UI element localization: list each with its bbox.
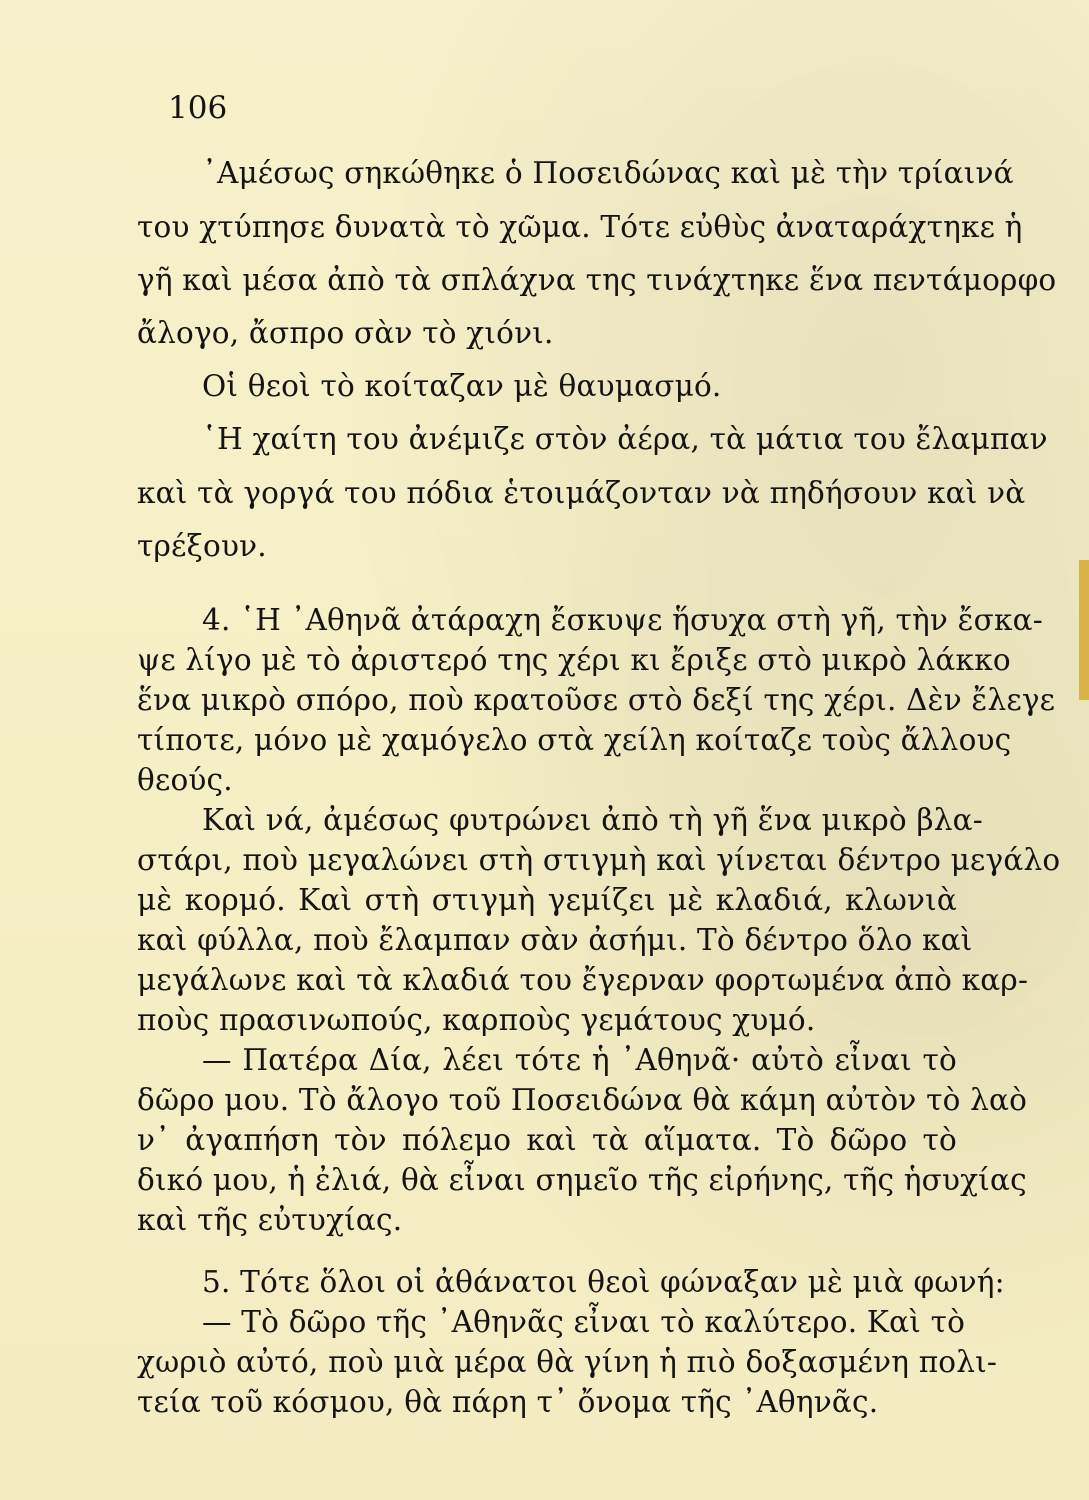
text-line: μὲ κορμό. Καὶ στὴ στιγμὴ γεμίζει μὲ κλαδιά, κλωνιὰ	[137, 883, 957, 917]
text-line: — Τὸ δῶρο τῆς ᾿Αθηνᾶς εἶναι τὸ καλύτερο. Καὶ τὸ	[202, 1305, 966, 1339]
text-line: Καὶ νά, ἀμέσως φυτρώνει ἀπὸ τὴ γῆ ἕνα μικρὸ βλα-	[202, 803, 983, 837]
text-line: καὶ τὰ γοργά του πόδια ἑτοιμάζονταν νὰ πηδήσουν καὶ νὰ	[137, 476, 1026, 510]
text-line: — Πατέρα Δία, λέει τότε ἡ ᾿Αθηνᾶ· αὐτὸ εἶναι τὸ	[202, 1043, 957, 1077]
text-line: ν᾿ ἀγαπήση τὸν πόλεμο καὶ τὰ αἵματα. Τὸ δῶρο τὸ	[137, 1123, 957, 1157]
text-line: χωριὸ αὐτό, ποὺ μιὰ μέρα θὰ γίνη ἡ πιὸ δοξασμένη πολι-	[137, 1345, 998, 1379]
text-line: τρέξουν.	[137, 529, 267, 563]
text-line: ῾Η χαίτη του ἀνέμιζε στὸν ἀέρα, τὰ μάτια του ἔλαμπαν	[202, 422, 1048, 456]
page-number: 106	[168, 90, 228, 126]
text-line: του χτύπησε δυνατὰ τὸ χῶμα. Τότε εὐθὺς ἀναταράχτηκε ἡ	[137, 210, 1023, 244]
text-line: ποὺς πρασινωπούς, καρποὺς γεμάτους χυμό.	[137, 1003, 816, 1037]
text-line: στάρι, ποὺ μεγαλώνει στὴ στιγμὴ καὶ γίνεται δέντρο μεγάλο	[137, 843, 1061, 877]
text-line: Οἱ θεοὶ τὸ κοίταζαν μὲ θαυμασμό.	[202, 369, 722, 403]
text-line: ἕνα μικρὸ σπόρο, ποὺ κρατοῦσε στὸ δεξί της χέρι. Δὲν ἔλεγε	[137, 683, 1056, 717]
text-line: ᾿Αμέσως σηκώθηκε ὁ Ποσειδώνας καὶ μὲ τὴν τρίαινά	[202, 156, 1014, 190]
text-line: μεγάλωνε καὶ τὰ κλαδιά του ἔγερναν φορτωμένα ἀπὸ καρ-	[137, 963, 1029, 997]
text-line: 5. Τότε ὅλοι οἱ ἀθάνατοι θεοὶ φώναξαν μὲ μιὰ φωνή:	[202, 1265, 1005, 1299]
text-line: γῆ καὶ μέσα ἀπὸ τὰ σπλάχνα της τινάχτηκε ἕνα πεντάμορφο	[137, 263, 1057, 297]
text-line: καὶ τῆς εὐτυχίας.	[137, 1203, 403, 1237]
text-line: ψε λίγο μὲ τὸ ἀριστερό της χέρι κι ἔριξε στὸ μικρὸ λάκκο	[137, 643, 1011, 677]
text-line: δῶρο μου. Τὸ ἄλογο τοῦ Ποσειδώνα θὰ κάμη αὐτὸν τὸ λαὸ	[137, 1083, 1028, 1117]
text-line: δικό μου, ἡ ἐλιά, θὰ εἶναι σημεῖο τῆς εἰρήνης, τῆς ἡσυχίας	[137, 1163, 1027, 1197]
page-edge-marker	[1079, 560, 1089, 700]
text-line: καὶ φύλλα, ποὺ ἔλαμπαν σὰν ἀσήμι. Τὸ δέντρο ὅλο καὶ	[137, 923, 973, 957]
text-line: τεία τοῦ κόσμου, θὰ πάρη τ᾿ ὄνομα τῆς ᾿Αθηνᾶς.	[137, 1385, 879, 1419]
text-line: ἄλογο, ἄσπρο σὰν τὸ χιόνι.	[137, 316, 554, 350]
text-line: θεούς.	[137, 763, 233, 797]
text-line: 4. ῾Η ᾿Αθηνᾶ ἀτάραχη ἔσκυψε ἥσυχα στὴ γῆ, τὴν ἔσκα-	[202, 603, 1043, 637]
text-line: τίποτε, μόνο μὲ χαμόγελο στὰ χείλη κοίταζε τοὺς ἄλλους	[137, 723, 1012, 757]
